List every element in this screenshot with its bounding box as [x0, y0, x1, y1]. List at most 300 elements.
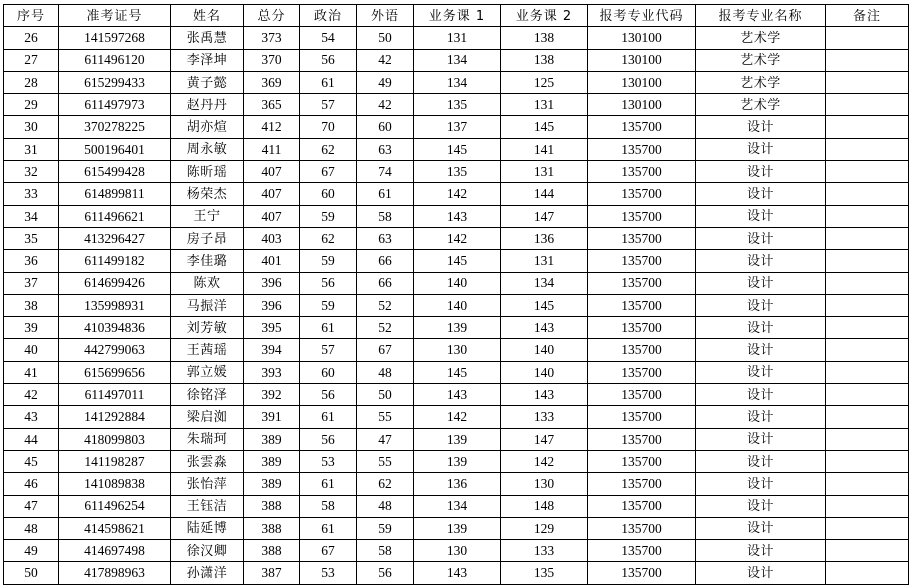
cell-text: 611499182	[84, 253, 145, 269]
cell-total-score	[244, 227, 300, 249]
cell-major-subject-2	[501, 294, 588, 316]
cell-text: 33	[24, 186, 38, 202]
table-row	[4, 384, 909, 406]
cell-text: 郭立媛	[186, 365, 228, 381]
table-row	[4, 27, 909, 49]
cell-index	[4, 495, 59, 517]
cell-text: 53	[321, 453, 335, 469]
cell-text: 34	[24, 208, 38, 224]
cell-politics	[300, 250, 357, 272]
cell-text: 134	[446, 498, 468, 514]
header-label: 序号	[16, 8, 45, 24]
cell-major-subject-1	[414, 71, 501, 93]
cell-text: 373	[261, 30, 282, 46]
cell-index	[4, 406, 59, 428]
cell-text: 387	[261, 565, 282, 581]
cell-politics	[300, 384, 357, 406]
cell-text: 611496120	[84, 52, 145, 68]
cell-major-code	[588, 71, 696, 93]
cell-text: 28	[24, 74, 38, 90]
cell-major-code	[588, 250, 696, 272]
cell-index	[4, 116, 59, 138]
cell-text: 615699656	[84, 364, 145, 380]
cell-ticket-number	[59, 294, 171, 316]
cell-name	[171, 361, 244, 383]
cell-text: 27	[24, 52, 38, 68]
cell-text: 张雲淼	[186, 454, 228, 470]
cell-major-code	[588, 540, 696, 562]
cell-text: 67	[321, 543, 335, 559]
cell-text: 143	[533, 320, 555, 336]
cell-major-name	[696, 272, 826, 294]
cell-text: 396	[261, 297, 282, 313]
cell-index	[4, 473, 59, 495]
cell-text: 141	[533, 141, 555, 157]
cell-text: 135700	[621, 119, 662, 135]
cell-text: 418099803	[84, 431, 145, 447]
cell-text: 611496254	[84, 498, 145, 514]
cell-text: 46	[24, 476, 38, 492]
cell-index	[4, 540, 59, 562]
cell-text: 143	[446, 208, 468, 224]
cell-text: 145	[446, 253, 468, 269]
header-label: 总分	[257, 8, 286, 24]
cell-major-subject-2	[501, 317, 588, 339]
cell-foreign-language	[357, 272, 414, 294]
cell-major-subject-1	[414, 406, 501, 428]
cell-major-subject-2	[501, 540, 588, 562]
cell-text: 392	[261, 386, 282, 402]
cell-text: 58	[378, 543, 392, 559]
cell-remark	[826, 138, 909, 160]
header-label: 报考专业名称	[718, 8, 803, 24]
cell-text: 74	[378, 163, 392, 179]
cell-text: 48	[24, 520, 38, 536]
cell-politics	[300, 495, 357, 517]
header-label: 政治	[313, 8, 342, 24]
cell-major-code	[588, 205, 696, 227]
cell-text: 陆延博	[186, 521, 228, 537]
cell-text: 29	[24, 97, 38, 113]
cell-remark	[826, 183, 909, 205]
cell-text: 王钰洁	[186, 499, 228, 515]
cell-name	[171, 227, 244, 249]
cell-text: 135	[533, 565, 555, 581]
cell-index	[4, 361, 59, 383]
cell-major-code	[588, 161, 696, 183]
cell-text: 设计	[746, 432, 774, 448]
cell-text: 60	[321, 364, 335, 380]
cell-text: 147	[533, 431, 555, 447]
cell-text: 370278225	[84, 119, 145, 135]
cell-major-subject-2	[501, 562, 588, 584]
cell-politics	[300, 540, 357, 562]
cell-text: 艺术学	[740, 30, 781, 46]
cell-text: 145	[533, 119, 555, 135]
cell-foreign-language	[357, 116, 414, 138]
cell-text: 设计	[746, 164, 774, 180]
cell-index	[4, 161, 59, 183]
cell-politics	[300, 27, 357, 49]
header-label: 备注	[852, 8, 881, 24]
cell-text: 43	[24, 409, 38, 425]
cell-text: 139	[446, 520, 468, 536]
cell-text: 388	[261, 520, 282, 536]
cell-major-name	[696, 495, 826, 517]
cell-text: 47	[378, 431, 392, 447]
cell-major-name	[696, 317, 826, 339]
cell-major-code	[588, 339, 696, 361]
cell-index	[4, 94, 59, 116]
cell-major-code	[588, 361, 696, 383]
cell-text: 142	[446, 230, 468, 246]
cell-name	[171, 473, 244, 495]
cell-major-subject-1	[414, 138, 501, 160]
cell-text: 129	[533, 520, 555, 536]
cell-name	[171, 450, 244, 472]
cell-total-score	[244, 406, 300, 428]
cell-total-score	[244, 183, 300, 205]
cell-foreign-language	[357, 27, 414, 49]
table-row	[4, 94, 909, 116]
cell-major-subject-2	[501, 495, 588, 517]
cell-text: 135	[446, 97, 468, 113]
cell-text: 615499428	[84, 163, 145, 179]
cell-text: 611497011	[84, 386, 145, 402]
cell-text: 138	[533, 30, 555, 46]
cell-foreign-language	[357, 562, 414, 584]
cell-text: 48	[378, 498, 392, 514]
cell-index	[4, 49, 59, 71]
cell-text: 张禹慧	[186, 30, 228, 46]
cell-text: 141597268	[84, 30, 145, 46]
table-header-row	[4, 5, 909, 27]
cell-total-score	[244, 94, 300, 116]
cell-major-code	[588, 27, 696, 49]
cell-major-subject-1	[414, 250, 501, 272]
cell-remark	[826, 540, 909, 562]
column-header-foreign-language	[357, 5, 414, 27]
cell-name	[171, 339, 244, 361]
cell-text: 黄子懿	[186, 75, 228, 91]
cell-text: 135700	[621, 297, 662, 313]
cell-text: 139	[446, 431, 468, 447]
cell-total-score	[244, 517, 300, 539]
cell-text: 407	[261, 186, 282, 202]
cell-remark	[826, 227, 909, 249]
cell-text: 135700	[621, 253, 662, 269]
table-row	[4, 540, 909, 562]
cell-text: 设计	[746, 543, 774, 559]
cell-total-score	[244, 205, 300, 227]
cell-foreign-language	[357, 183, 414, 205]
cell-text: 142	[446, 186, 468, 202]
cell-text: 52	[378, 297, 392, 313]
cell-text: 135700	[621, 543, 662, 559]
cell-major-name	[696, 116, 826, 138]
cell-text: 设计	[746, 231, 774, 247]
cell-name	[171, 317, 244, 339]
cell-text: 41	[24, 364, 38, 380]
cell-name	[171, 540, 244, 562]
cell-major-subject-1	[414, 227, 501, 249]
cell-major-code	[588, 138, 696, 160]
cell-text: 李佳璐	[186, 253, 228, 269]
cell-text: 135700	[621, 163, 662, 179]
cell-remark	[826, 116, 909, 138]
table-row	[4, 406, 909, 428]
cell-text: 139	[446, 320, 468, 336]
cell-text: 135700	[621, 453, 662, 469]
cell-text: 胡亦煊	[186, 120, 228, 136]
cell-text: 48	[378, 364, 392, 380]
cell-text: 59	[321, 253, 335, 269]
cell-text: 130100	[621, 74, 662, 90]
cell-ticket-number	[59, 495, 171, 517]
cell-foreign-language	[357, 49, 414, 71]
cell-text: 30	[24, 119, 38, 135]
cell-major-code	[588, 517, 696, 539]
cell-major-subject-1	[414, 339, 501, 361]
cell-text: 135700	[621, 386, 662, 402]
cell-text: 70	[321, 119, 335, 135]
cell-text: 125	[533, 74, 555, 90]
cell-name	[171, 49, 244, 71]
cell-index	[4, 138, 59, 160]
cell-text: 37	[24, 275, 38, 291]
cell-text: 370	[261, 52, 282, 68]
cell-remark	[826, 27, 909, 49]
cell-text: 36	[24, 253, 38, 269]
cell-text: 设计	[746, 298, 774, 314]
cell-text: 147	[533, 208, 555, 224]
cell-text: 417898963	[84, 565, 145, 581]
cell-major-subject-2	[501, 227, 588, 249]
cell-text: 131	[533, 253, 555, 269]
cell-text: 朱瑞珂	[186, 432, 228, 448]
table-row	[4, 71, 909, 93]
cell-text: 62	[321, 230, 335, 246]
cell-ticket-number	[59, 205, 171, 227]
cell-remark	[826, 250, 909, 272]
cell-total-score	[244, 473, 300, 495]
cell-major-subject-2	[501, 272, 588, 294]
cell-text: 50	[378, 30, 392, 46]
cell-text: 140	[446, 297, 468, 313]
cell-text: 611496621	[84, 208, 145, 224]
cell-text: 135700	[621, 409, 662, 425]
cell-ticket-number	[59, 540, 171, 562]
column-header-major-subject-2	[501, 5, 588, 27]
cell-name	[171, 272, 244, 294]
cell-text: 徐汉卿	[186, 543, 228, 559]
cell-text: 王宁	[193, 209, 221, 225]
cell-text: 42	[24, 386, 38, 402]
cell-index	[4, 205, 59, 227]
cell-name	[171, 161, 244, 183]
cell-remark	[826, 473, 909, 495]
cell-text: 56	[321, 431, 335, 447]
column-header-index	[4, 5, 59, 27]
table-row	[4, 138, 909, 160]
cell-text: 395	[261, 320, 282, 336]
cell-text: 393	[261, 364, 282, 380]
cell-politics	[300, 94, 357, 116]
cell-index	[4, 339, 59, 361]
cell-text: 42	[378, 52, 392, 68]
cell-major-code	[588, 49, 696, 71]
cell-text: 136	[533, 230, 555, 246]
cell-politics	[300, 227, 357, 249]
cell-major-subject-2	[501, 384, 588, 406]
cell-total-score	[244, 384, 300, 406]
cell-major-subject-2	[501, 250, 588, 272]
cell-major-subject-1	[414, 517, 501, 539]
cell-text: 42	[378, 97, 392, 113]
cell-text: 59	[378, 520, 392, 536]
cell-text: 40	[24, 342, 38, 358]
cell-remark	[826, 495, 909, 517]
cell-remark	[826, 406, 909, 428]
cell-major-subject-2	[501, 27, 588, 49]
cell-major-subject-1	[414, 562, 501, 584]
cell-total-score	[244, 161, 300, 183]
cell-text: 王茜瑶	[186, 343, 228, 359]
cell-text: 56	[321, 52, 335, 68]
cell-text: 131	[446, 30, 468, 46]
cell-major-name	[696, 27, 826, 49]
cell-text: 52	[378, 320, 392, 336]
cell-ticket-number	[59, 71, 171, 93]
cell-text: 135700	[621, 186, 662, 202]
cell-remark	[826, 384, 909, 406]
cell-text: 133	[533, 409, 555, 425]
table-row	[4, 473, 909, 495]
cell-ticket-number	[59, 250, 171, 272]
cell-total-score	[244, 428, 300, 450]
cell-name	[171, 205, 244, 227]
cell-name	[171, 71, 244, 93]
cell-text: 389	[261, 431, 282, 447]
cell-text: 60	[378, 119, 392, 135]
cell-text: 李泽坤	[186, 53, 228, 69]
cell-text: 61	[321, 409, 335, 425]
cell-foreign-language	[357, 428, 414, 450]
cell-index	[4, 384, 59, 406]
cell-text: 143	[533, 386, 555, 402]
cell-text: 411	[261, 141, 282, 157]
cell-text: 140	[446, 275, 468, 291]
cell-text: 56	[321, 275, 335, 291]
cell-foreign-language	[357, 250, 414, 272]
cell-name	[171, 183, 244, 205]
cell-text: 67	[378, 342, 392, 358]
cell-text: 135700	[621, 476, 662, 492]
cell-text: 413296427	[84, 230, 145, 246]
cell-text: 407	[261, 208, 282, 224]
cell-text: 138	[533, 52, 555, 68]
cell-text: 133	[533, 543, 555, 559]
cell-total-score	[244, 540, 300, 562]
cell-text: 141292884	[84, 409, 145, 425]
column-header-major-code	[588, 5, 696, 27]
cell-text: 401	[261, 253, 282, 269]
cell-major-subject-1	[414, 317, 501, 339]
cell-remark	[826, 361, 909, 383]
cell-major-subject-1	[414, 183, 501, 205]
cell-name	[171, 294, 244, 316]
cell-text: 59	[321, 297, 335, 313]
cell-text: 61	[321, 74, 335, 90]
cell-text: 63	[378, 230, 392, 246]
cell-text: 59	[321, 208, 335, 224]
cell-text: 500196401	[84, 141, 145, 157]
cell-text: 66	[378, 253, 392, 269]
cell-text: 设计	[746, 521, 774, 537]
cell-text: 135700	[621, 208, 662, 224]
cell-text: 130	[533, 476, 555, 492]
table-body	[4, 27, 909, 584]
cell-text: 设计	[746, 454, 774, 470]
cell-major-code	[588, 227, 696, 249]
cell-major-code	[588, 183, 696, 205]
cell-text: 141089838	[84, 476, 145, 492]
cell-ticket-number	[59, 161, 171, 183]
cell-text: 马振洋	[186, 298, 228, 314]
cell-total-score	[244, 71, 300, 93]
cell-text: 55	[378, 453, 392, 469]
cell-remark	[826, 94, 909, 116]
cell-foreign-language	[357, 540, 414, 562]
cell-major-name	[696, 540, 826, 562]
cell-major-code	[588, 384, 696, 406]
cell-text: 134	[446, 74, 468, 90]
table-row	[4, 183, 909, 205]
cell-text: 135998931	[84, 297, 145, 313]
cell-ticket-number	[59, 361, 171, 383]
cell-politics	[300, 161, 357, 183]
cell-politics	[300, 361, 357, 383]
cell-politics	[300, 294, 357, 316]
cell-text: 130100	[621, 52, 662, 68]
cell-name	[171, 250, 244, 272]
cell-ticket-number	[59, 183, 171, 205]
cell-text: 艺术学	[740, 97, 781, 113]
cell-total-score	[244, 49, 300, 71]
cell-text: 414598621	[84, 520, 145, 536]
cell-text: 410394836	[84, 320, 145, 336]
cell-major-subject-2	[501, 49, 588, 71]
cell-major-subject-2	[501, 406, 588, 428]
cell-remark	[826, 71, 909, 93]
cell-ticket-number	[59, 450, 171, 472]
cell-text: 145	[446, 141, 468, 157]
cell-major-subject-2	[501, 94, 588, 116]
cell-total-score	[244, 495, 300, 517]
cell-text: 47	[24, 498, 38, 514]
cell-major-name	[696, 71, 826, 93]
cell-foreign-language	[357, 339, 414, 361]
cell-major-subject-2	[501, 161, 588, 183]
table-row	[4, 339, 909, 361]
cell-text: 135700	[621, 275, 662, 291]
cell-index	[4, 517, 59, 539]
cell-major-subject-2	[501, 517, 588, 539]
cell-total-score	[244, 361, 300, 383]
cell-text: 130	[446, 342, 468, 358]
cell-foreign-language	[357, 317, 414, 339]
cell-text: 136	[446, 476, 468, 492]
